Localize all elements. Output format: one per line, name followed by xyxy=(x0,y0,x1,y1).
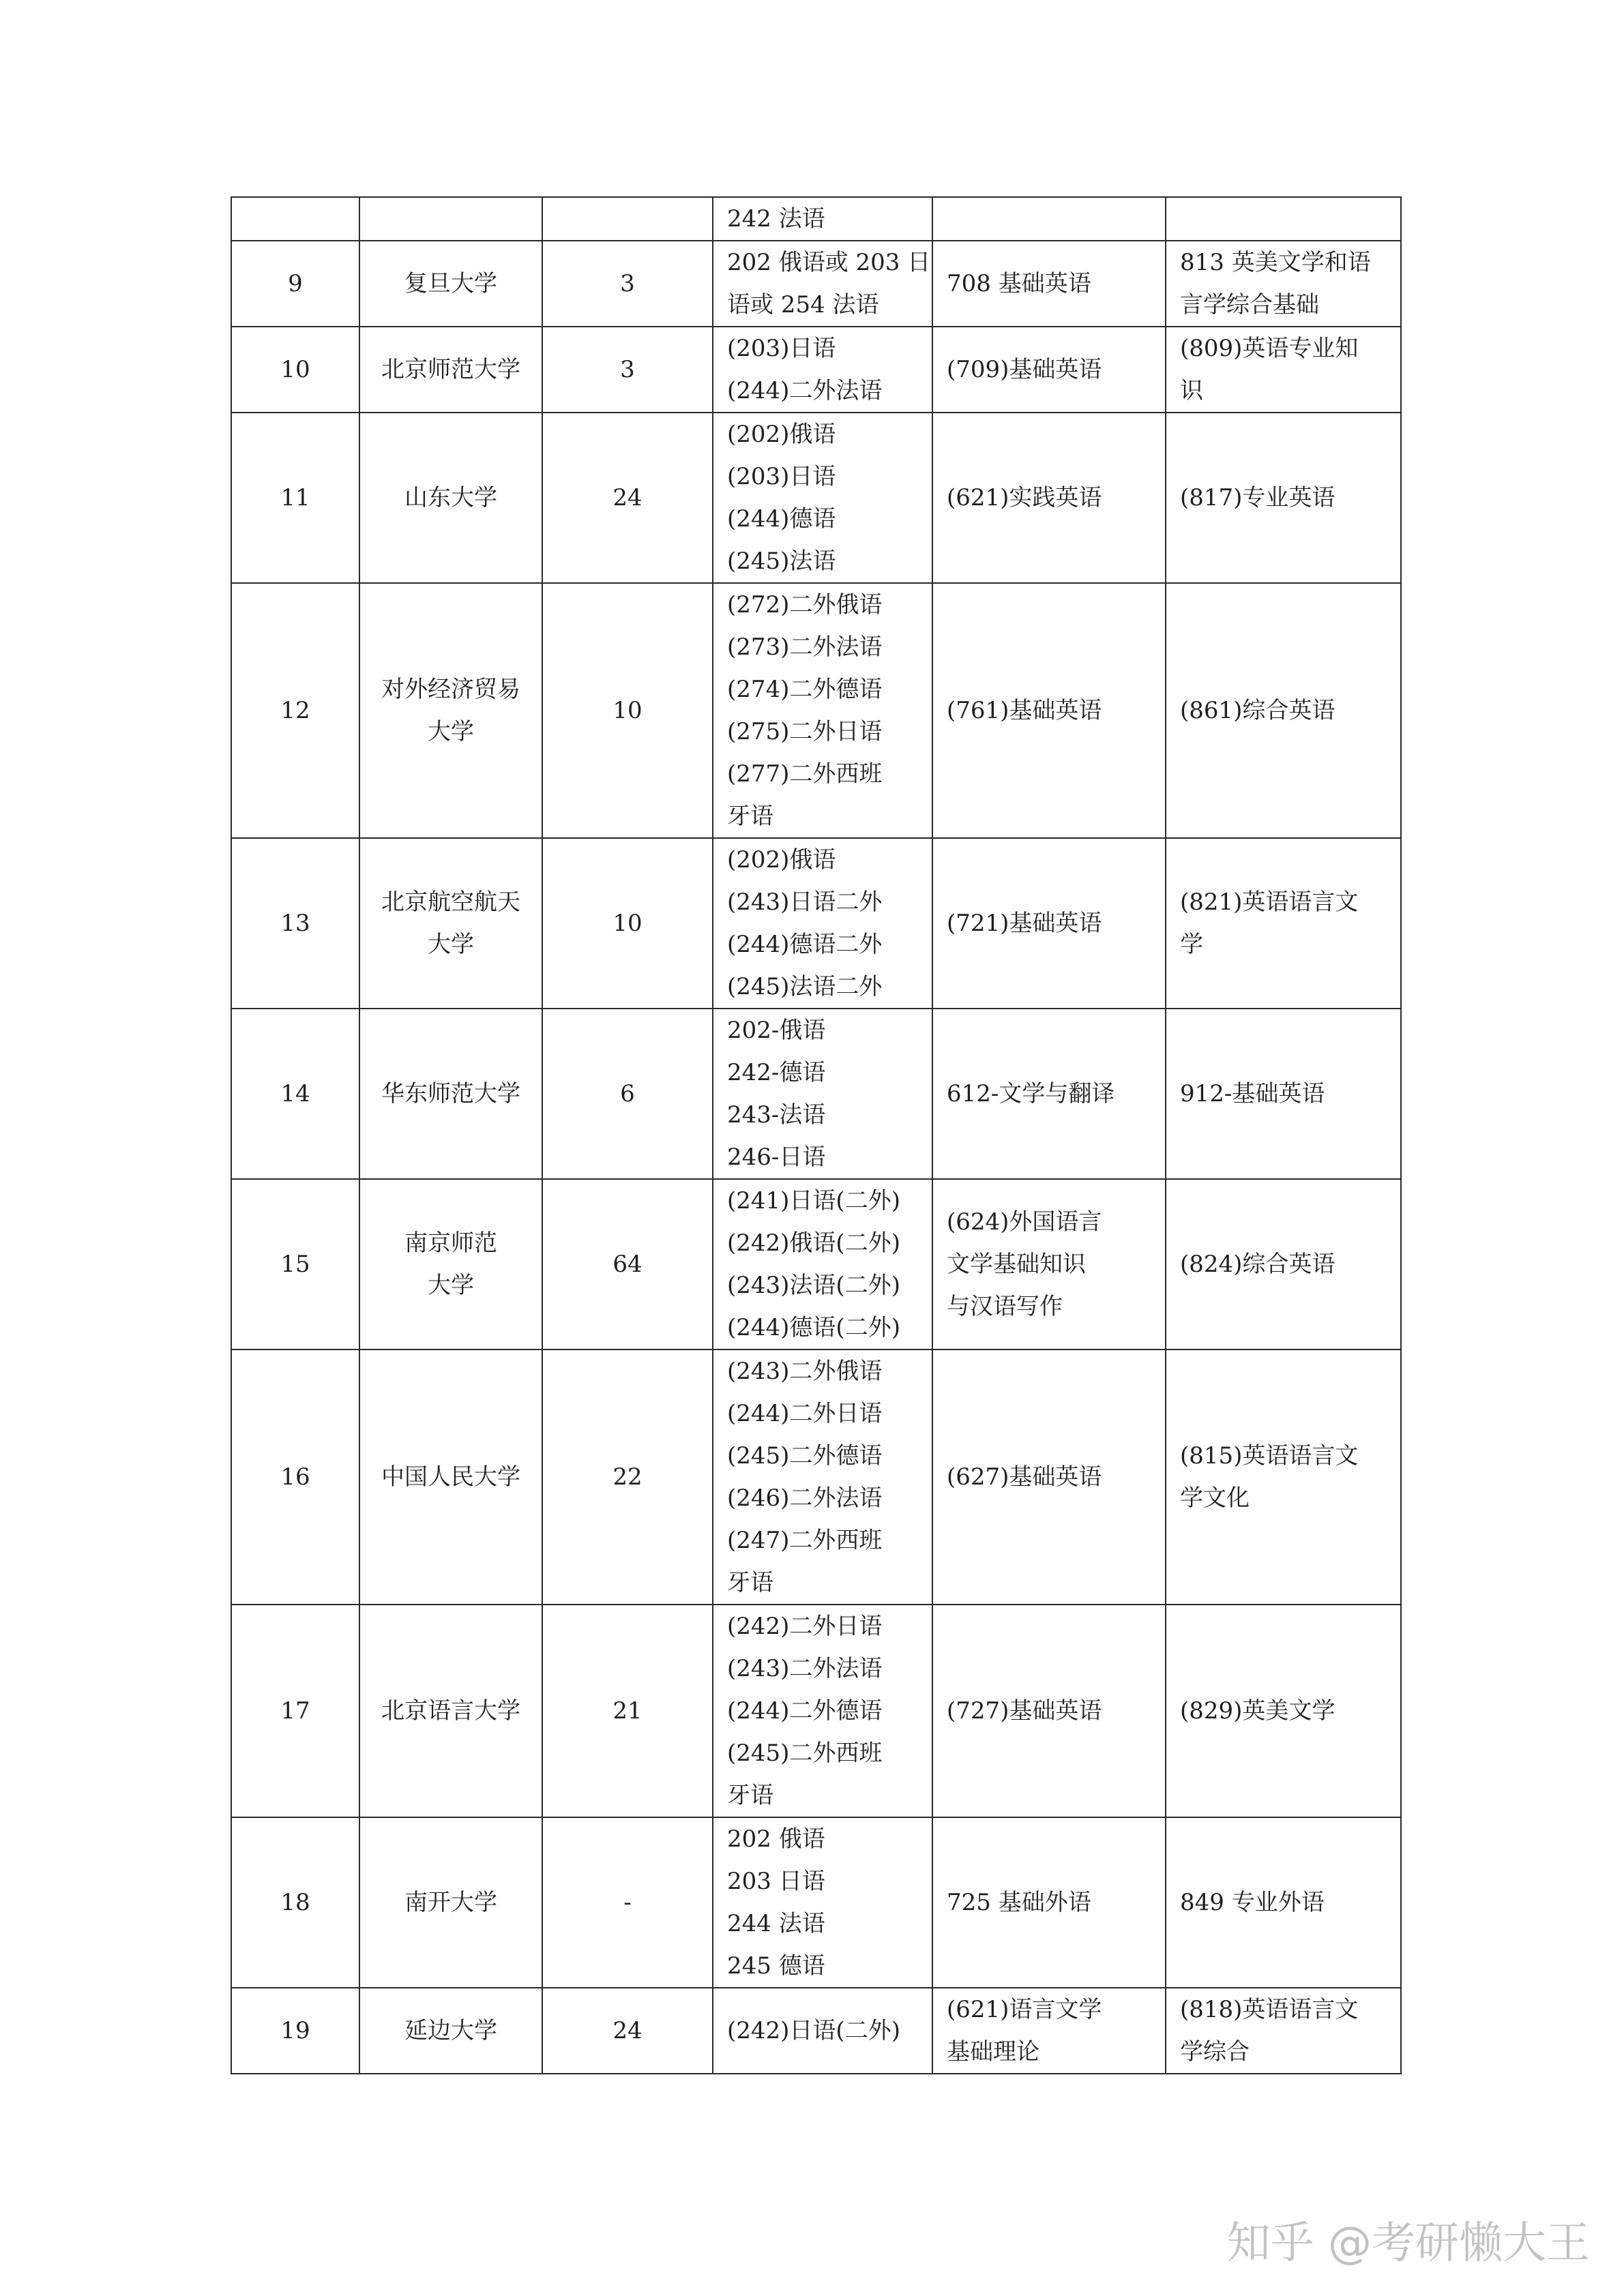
cell-enrollment: - xyxy=(542,1817,713,1988)
cell-number: 12 xyxy=(231,583,359,838)
cell-school xyxy=(359,1817,542,1988)
cell-exam-subject-1 xyxy=(932,583,1166,838)
cell-line: 725 基础外语 xyxy=(947,1889,1091,1916)
cell-line: (627)基础英语 xyxy=(947,1463,1102,1491)
cell-line: 大学 xyxy=(428,718,474,745)
cell-line: 202-俄语 xyxy=(727,1017,826,1044)
cell-exam-subject-1 xyxy=(932,1350,1166,1605)
cell-line: (245)法语二外 xyxy=(727,973,883,1000)
cell-line: (824)综合英语 xyxy=(1180,1251,1335,1278)
cell-enrollment: 24 xyxy=(542,1988,713,2074)
cell-line: (203)日语 xyxy=(727,463,836,490)
cell-line: 北京师范大学 xyxy=(381,356,520,383)
cell-line: 南京师范 xyxy=(404,1229,497,1257)
cell-line: 南开大学 xyxy=(404,1889,497,1916)
cell-line: (821)英语语言文 xyxy=(1180,889,1359,916)
cell-line: (202)俄语 xyxy=(727,846,836,874)
cell-exam-subject-2 xyxy=(1166,1988,1401,2074)
cell-school xyxy=(359,1350,542,1605)
cell-line: (243)日语二外 xyxy=(727,889,883,916)
cell-line: (818)英语语言文 xyxy=(1180,1996,1359,2023)
cell-line: 244 法语 xyxy=(727,1910,825,1937)
table-row xyxy=(231,1179,1401,1350)
cell-line: 202 俄语或 203 日 xyxy=(727,249,931,276)
cell-enrollment: 22 xyxy=(542,1350,713,1605)
cell-line: (273)二外法语 xyxy=(727,633,883,661)
cell-enrollment: 3 xyxy=(542,327,713,413)
cell-line: 文学基础知识 xyxy=(947,1251,1086,1278)
cell-line: (621)实践英语 xyxy=(947,484,1102,511)
cell-line: (241)日语(二外) xyxy=(727,1187,900,1214)
school-exam-table xyxy=(231,196,1402,2074)
cell-line: (244)德语二外 xyxy=(727,931,883,958)
cell-line: 202 俄语 xyxy=(727,1825,825,1853)
cell-line: 延边大学 xyxy=(404,2017,497,2044)
table-row xyxy=(231,1988,1401,2074)
cell-exam-subject-1 xyxy=(932,1605,1166,1817)
cell-enrollment: 64 xyxy=(542,1179,713,1350)
cell-line: 912-基础英语 xyxy=(1180,1080,1325,1107)
zhihu-watermark: 知乎 @考研懒大王 xyxy=(1226,2218,1590,2269)
cell-second-language xyxy=(713,583,932,838)
cell-line: (247)二外西班 xyxy=(727,1527,883,1554)
cell-school xyxy=(359,197,542,241)
cell-line: (245)二外德语 xyxy=(727,1442,883,1470)
cell-line: (242)二外日语 xyxy=(727,1613,883,1640)
cell-line: 大学 xyxy=(428,931,474,958)
table-row xyxy=(231,1350,1401,1605)
cell-school xyxy=(359,1605,542,1817)
cell-line: 牙语 xyxy=(727,803,773,830)
cell-line: (242)日语(二外) xyxy=(727,2017,900,2044)
cell-line: (245)二外西班 xyxy=(727,1740,883,1767)
cell-number: 11 xyxy=(231,413,359,583)
cell-number: 13 xyxy=(231,838,359,1009)
cell-line: (243)二外俄语 xyxy=(727,1358,883,1385)
cell-line: 北京语言大学 xyxy=(381,1697,520,1725)
cell-line: 牙语 xyxy=(727,1782,773,1809)
cell-line: (861)综合英语 xyxy=(1180,697,1335,724)
cell-exam-subject-2 xyxy=(1166,1605,1401,1817)
cell-number: 10 xyxy=(231,327,359,413)
cell-line: 612-文学与翻译 xyxy=(947,1080,1115,1107)
cell-exam-subject-1 xyxy=(932,1009,1166,1179)
table-body xyxy=(231,197,1401,2074)
cell-line: 与汉语写作 xyxy=(947,1293,1063,1320)
cell-line: (272)二外俄语 xyxy=(727,591,883,618)
cell-line: (245)法语 xyxy=(727,548,836,575)
cell-line: (624)外国语言 xyxy=(947,1208,1102,1236)
cell-line: (621)语言文学 xyxy=(947,1996,1102,2023)
cell-line: (709)基础英语 xyxy=(947,356,1102,383)
cell-line: 242-德语 xyxy=(727,1059,826,1086)
table-row xyxy=(231,241,1401,327)
cell-line: (242)俄语(二外) xyxy=(727,1229,900,1257)
cell-second-language xyxy=(713,241,932,327)
cell-line: (809)英语专业知 xyxy=(1180,335,1359,362)
table-row xyxy=(231,413,1401,583)
table-row xyxy=(231,1817,1401,1988)
cell-line: 基础理论 xyxy=(947,2038,1039,2066)
cell-line: 语或 254 法语 xyxy=(727,291,879,318)
cell-exam-subject-1 xyxy=(932,1817,1166,1988)
cell-line: (275)二外日语 xyxy=(727,718,883,745)
cell-enrollment: 3 xyxy=(542,241,713,327)
cell-enrollment xyxy=(542,197,713,241)
cell-school xyxy=(359,1988,542,2074)
cell-line: (244)德语 xyxy=(727,505,836,533)
cell-line: (244)德语(二外) xyxy=(727,1314,900,1341)
cell-second-language xyxy=(713,327,932,413)
cell-line: (727)基础英语 xyxy=(947,1697,1102,1725)
cell-line: (815)英语语言文 xyxy=(1180,1442,1359,1470)
cell-enrollment: 10 xyxy=(542,838,713,1009)
cell-second-language xyxy=(713,1605,932,1817)
cell-second-language xyxy=(713,413,932,583)
cell-exam-subject-2 xyxy=(1166,583,1401,838)
cell-exam-subject-1 xyxy=(932,838,1166,1009)
cell-line: (243)二外法语 xyxy=(727,1655,883,1682)
cell-line: 243-法语 xyxy=(727,1101,826,1129)
cell-line: (761)基础英语 xyxy=(947,697,1102,724)
cell-exam-subject-2 xyxy=(1166,413,1401,583)
cell-line: 学 xyxy=(1180,931,1203,958)
cell-exam-subject-1 xyxy=(932,1179,1166,1350)
cell-line: 813 英美文学和语 xyxy=(1180,249,1371,276)
cell-line: (817)专业英语 xyxy=(1180,484,1335,511)
cell-number: 17 xyxy=(231,1605,359,1817)
cell-number xyxy=(231,197,359,241)
table-row xyxy=(231,583,1401,838)
cell-second-language xyxy=(713,1817,932,1988)
cell-exam-subject-2 xyxy=(1166,327,1401,413)
cell-second-language xyxy=(713,197,932,241)
table-row xyxy=(231,1009,1401,1179)
cell-enrollment: 24 xyxy=(542,413,713,583)
cell-second-language xyxy=(713,1179,932,1350)
cell-line: 中国人民大学 xyxy=(381,1463,520,1491)
cell-number: 9 xyxy=(231,241,359,327)
table-row xyxy=(231,838,1401,1009)
cell-line: 学文化 xyxy=(1180,1485,1250,1512)
cell-exam-subject-2 xyxy=(1166,1350,1401,1605)
cell-exam-subject-1 xyxy=(932,197,1166,241)
cell-second-language xyxy=(713,1350,932,1605)
cell-school xyxy=(359,327,542,413)
cell-exam-subject-2 xyxy=(1166,1817,1401,1988)
cell-second-language xyxy=(713,838,932,1009)
cell-enrollment: 6 xyxy=(542,1009,713,1179)
cell-school xyxy=(359,838,542,1009)
cell-line: (203)日语 xyxy=(727,335,836,362)
cell-enrollment: 10 xyxy=(542,583,713,838)
cell-line: 849 专业外语 xyxy=(1180,1889,1325,1916)
cell-school xyxy=(359,583,542,838)
cell-line: 北京航空航天 xyxy=(381,889,520,916)
cell-exam-subject-2 xyxy=(1166,1009,1401,1179)
cell-exam-subject-2 xyxy=(1166,838,1401,1009)
cell-exam-subject-1 xyxy=(932,413,1166,583)
cell-number: 18 xyxy=(231,1817,359,1988)
cell-second-language xyxy=(713,1009,932,1179)
cell-number: 19 xyxy=(231,1988,359,2074)
table-row xyxy=(231,327,1401,413)
cell-line: (274)二外德语 xyxy=(727,676,883,703)
cell-second-language xyxy=(713,1988,932,2074)
cell-line: 大学 xyxy=(428,1272,474,1299)
cell-exam-subject-2 xyxy=(1166,241,1401,327)
cell-line: (721)基础英语 xyxy=(947,910,1102,937)
cell-number: 15 xyxy=(231,1179,359,1350)
cell-exam-subject-1 xyxy=(932,1988,1166,2074)
cell-line: 对外经济贸易 xyxy=(381,676,520,703)
cell-number: 14 xyxy=(231,1009,359,1179)
cell-school xyxy=(359,413,542,583)
cell-line: 言学综合基础 xyxy=(1180,291,1319,318)
cell-line: 246-日语 xyxy=(727,1144,826,1171)
cell-line: 山东大学 xyxy=(404,484,497,511)
cell-line: 242 法语 xyxy=(727,205,825,233)
cell-line: (244)二外法语 xyxy=(727,377,883,404)
cell-number: 16 xyxy=(231,1350,359,1605)
cell-exam-subject-1 xyxy=(932,327,1166,413)
table-row xyxy=(231,1605,1401,1817)
cell-line: (244)二外德语 xyxy=(727,1697,883,1725)
cell-line: (246)二外法语 xyxy=(727,1485,883,1512)
cell-line: 245 德语 xyxy=(727,1952,825,1980)
cell-line: 识 xyxy=(1180,377,1203,404)
table-row xyxy=(231,197,1401,241)
cell-line: (829)英美文学 xyxy=(1180,1697,1335,1725)
cell-line: (277)二外西班 xyxy=(727,760,883,788)
cell-school xyxy=(359,241,542,327)
cell-line: 708 基础英语 xyxy=(947,270,1091,297)
cell-exam-subject-2 xyxy=(1166,1179,1401,1350)
cell-school xyxy=(359,1009,542,1179)
cell-school xyxy=(359,1179,542,1350)
cell-line: 华东师范大学 xyxy=(381,1080,520,1107)
cell-line: 203 日语 xyxy=(727,1868,825,1895)
cell-line: 牙语 xyxy=(727,1569,773,1596)
cell-line: (243)法语(二外) xyxy=(727,1272,900,1299)
cell-enrollment: 21 xyxy=(542,1605,713,1817)
cell-exam-subject-2 xyxy=(1166,197,1401,241)
cell-line: 学综合 xyxy=(1180,2038,1250,2066)
cell-exam-subject-1 xyxy=(932,241,1166,327)
cell-line: 复旦大学 xyxy=(404,270,497,297)
cell-line: (202)俄语 xyxy=(727,421,836,448)
cell-line: (244)二外日语 xyxy=(727,1400,883,1427)
